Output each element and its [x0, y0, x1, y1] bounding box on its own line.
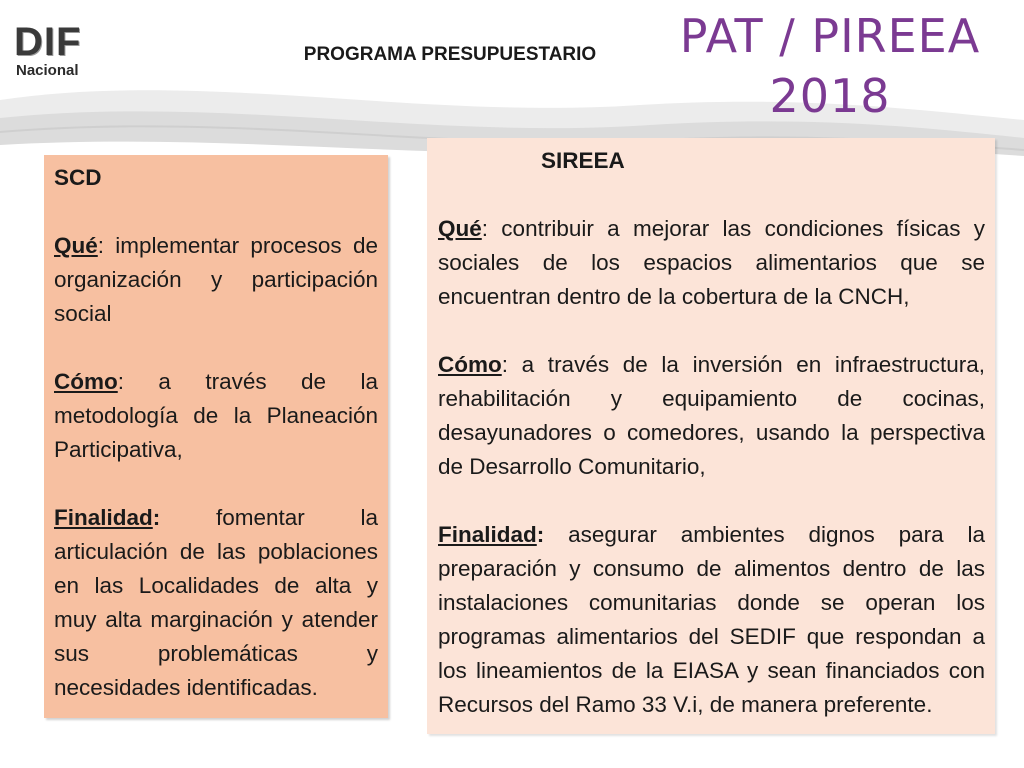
- sireea-que-label: Qué: [438, 216, 482, 241]
- dif-logo-subtitle: Nacional: [16, 62, 79, 79]
- dif-logo: [14, 22, 100, 84]
- scd-como-paragraph: [54, 365, 378, 467]
- sireea-que-text: : contribuir a mejorar las condiciones físicas y sociales de los espacios alimentarios que se encuentran dentro de la cobertura de la CNCH,: [438, 216, 985, 309]
- scd-como-label: Cómo: [54, 369, 118, 394]
- brand-title: [650, 6, 1010, 126]
- brand-title-year: 2018: [769, 69, 891, 123]
- scd-que-paragraph: [54, 229, 378, 331]
- dif-logo-text: DIF: [14, 20, 82, 64]
- scd-que-label: Qué: [54, 233, 98, 258]
- scd-que-text: : implementar procesos de organización y participación social: [54, 233, 378, 326]
- sireea-como-paragraph: [438, 348, 985, 484]
- scd-heading: SCD: [54, 165, 102, 190]
- sireea-finalidad-paragraph: [438, 518, 985, 722]
- sireea-panel: [427, 138, 995, 734]
- scd-como-text: : a través de la metodología de la Planeación Participativa,: [54, 369, 378, 462]
- sireea-que-paragraph: [438, 212, 985, 314]
- sireea-finalidad-label: Finalidad: [438, 522, 537, 547]
- scd-finalidad-colon: :: [152, 505, 161, 530]
- sireea-finalidad-colon: :: [536, 522, 545, 547]
- brand-title-line1: PAT / PIREEA: [679, 9, 981, 63]
- sireea-finalidad-text: asegurar ambientes dignos para la preparación y consumo de alimentos dentro de las instalaciones comunitarias donde se operan los programas alimentarios del SEDIF que respondan a los lineamientos de la EIASA y sean financiados con Recursos del Ramo 33 V.i, de manera preferente.: [438, 522, 985, 717]
- scd-finalidad-text: fomentar la articulación de las poblaciones en las Localidades de alta y muy alta marginación y atender sus problemáticas y necesidades identificadas.: [54, 505, 378, 700]
- scd-finalidad-label: Finalidad: [54, 505, 153, 530]
- scd-panel: [44, 155, 388, 718]
- sireea-como-text: : a través de la inversión en infraestructura, rehabilitación y equipamiento de cocinas, desayunadores o comedores, usando la perspectiva de Desarrollo Comunitario,: [438, 352, 985, 479]
- page-title: PROGRAMA PRESUPUESTARIO: [303, 44, 597, 65]
- sireea-como-label: Cómo: [438, 352, 502, 377]
- sireea-heading: SIREEA: [541, 148, 625, 173]
- scd-finalidad-paragraph: [54, 501, 378, 705]
